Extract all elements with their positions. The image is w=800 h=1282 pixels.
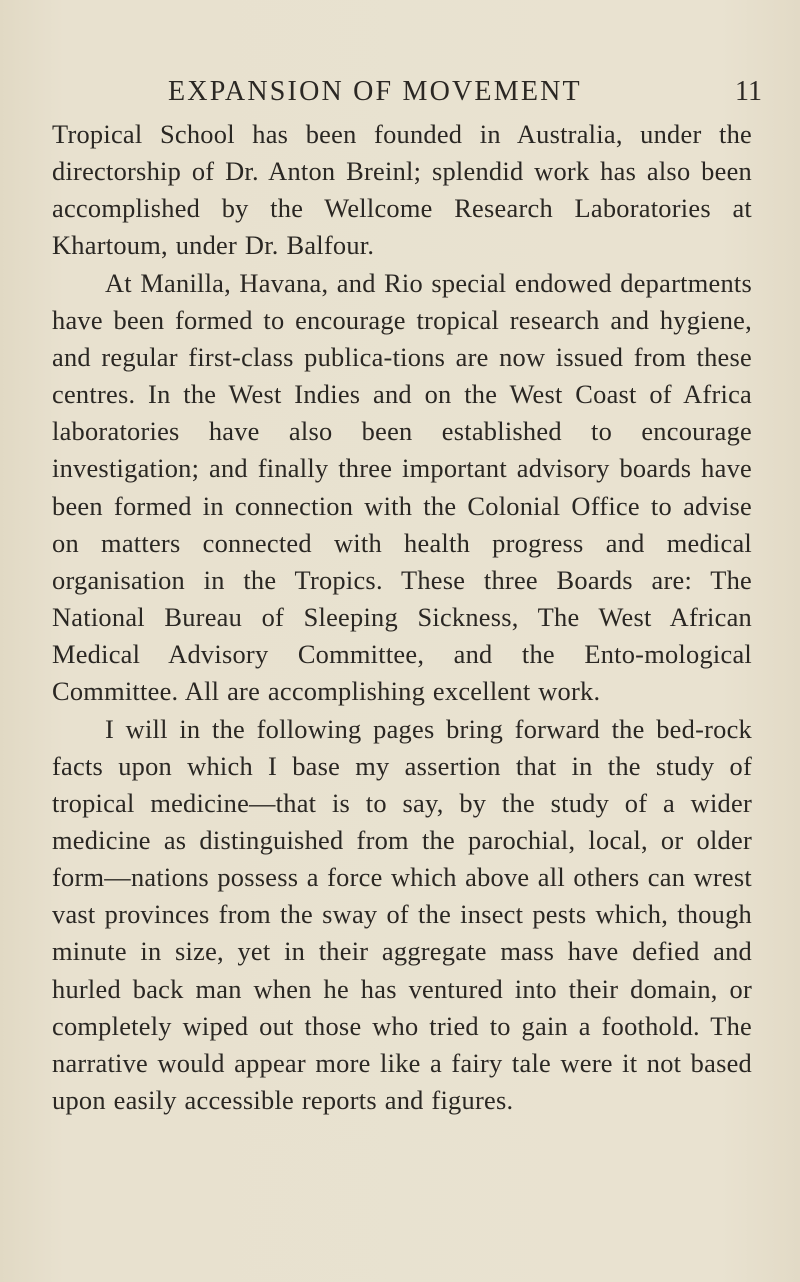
- running-title: EXPANSION OF MOVEMENT: [168, 76, 582, 107]
- running-header: [0, 74, 800, 114]
- paragraph-bed-rock-facts: I will in the following pages bring forward the bed-rock facts upon which I base my assertion that in the study of tropical medicine—that is to say, by the study of a wider medicine as distinguished from the parochial, local, or older form—nations possess a force which above all others can wrest vast provinces from the sway of the insect pests which, though minute in size, yet in their aggregate mass have defied and hurled back man when he has ventured into their domain, or completely wiped out those who tried to gain a foothold. The narrative would appear more like a fairy tale were it not based upon easily accessible reports and figures.: [52, 713, 752, 1116]
- paragraph-manilla-havana-rio: At Manilla, Havana, and Rio special endowed departments have been formed to encourage tropical research and hygiene, and regular first-class publica-tions are now issued from these centres. In the West Indies and on the West Coast of Africa laboratories have also been established to encourage investigation; and finally three important advisory boards have been formed in connection with the Colonial Office to advise on matters connected with health progress and medical organisation in the Tropics. These three Boards are: The National Bureau of Sleeping Sickness, The West African Medical Advisory Committee, and the Ento-mological Committee. All are accomplishing excellent work.: [52, 267, 752, 707]
- body-text: [52, 116, 752, 1119]
- paragraph-continuation: Tropical School has been founded in Australia, under the directorship of Dr. Anton Breinl; splendid work has also been accomplished by the Wellcome Research Laboratories at Khartoum, under Dr. Balfour.: [52, 119, 752, 261]
- page-number: 11: [735, 76, 762, 107]
